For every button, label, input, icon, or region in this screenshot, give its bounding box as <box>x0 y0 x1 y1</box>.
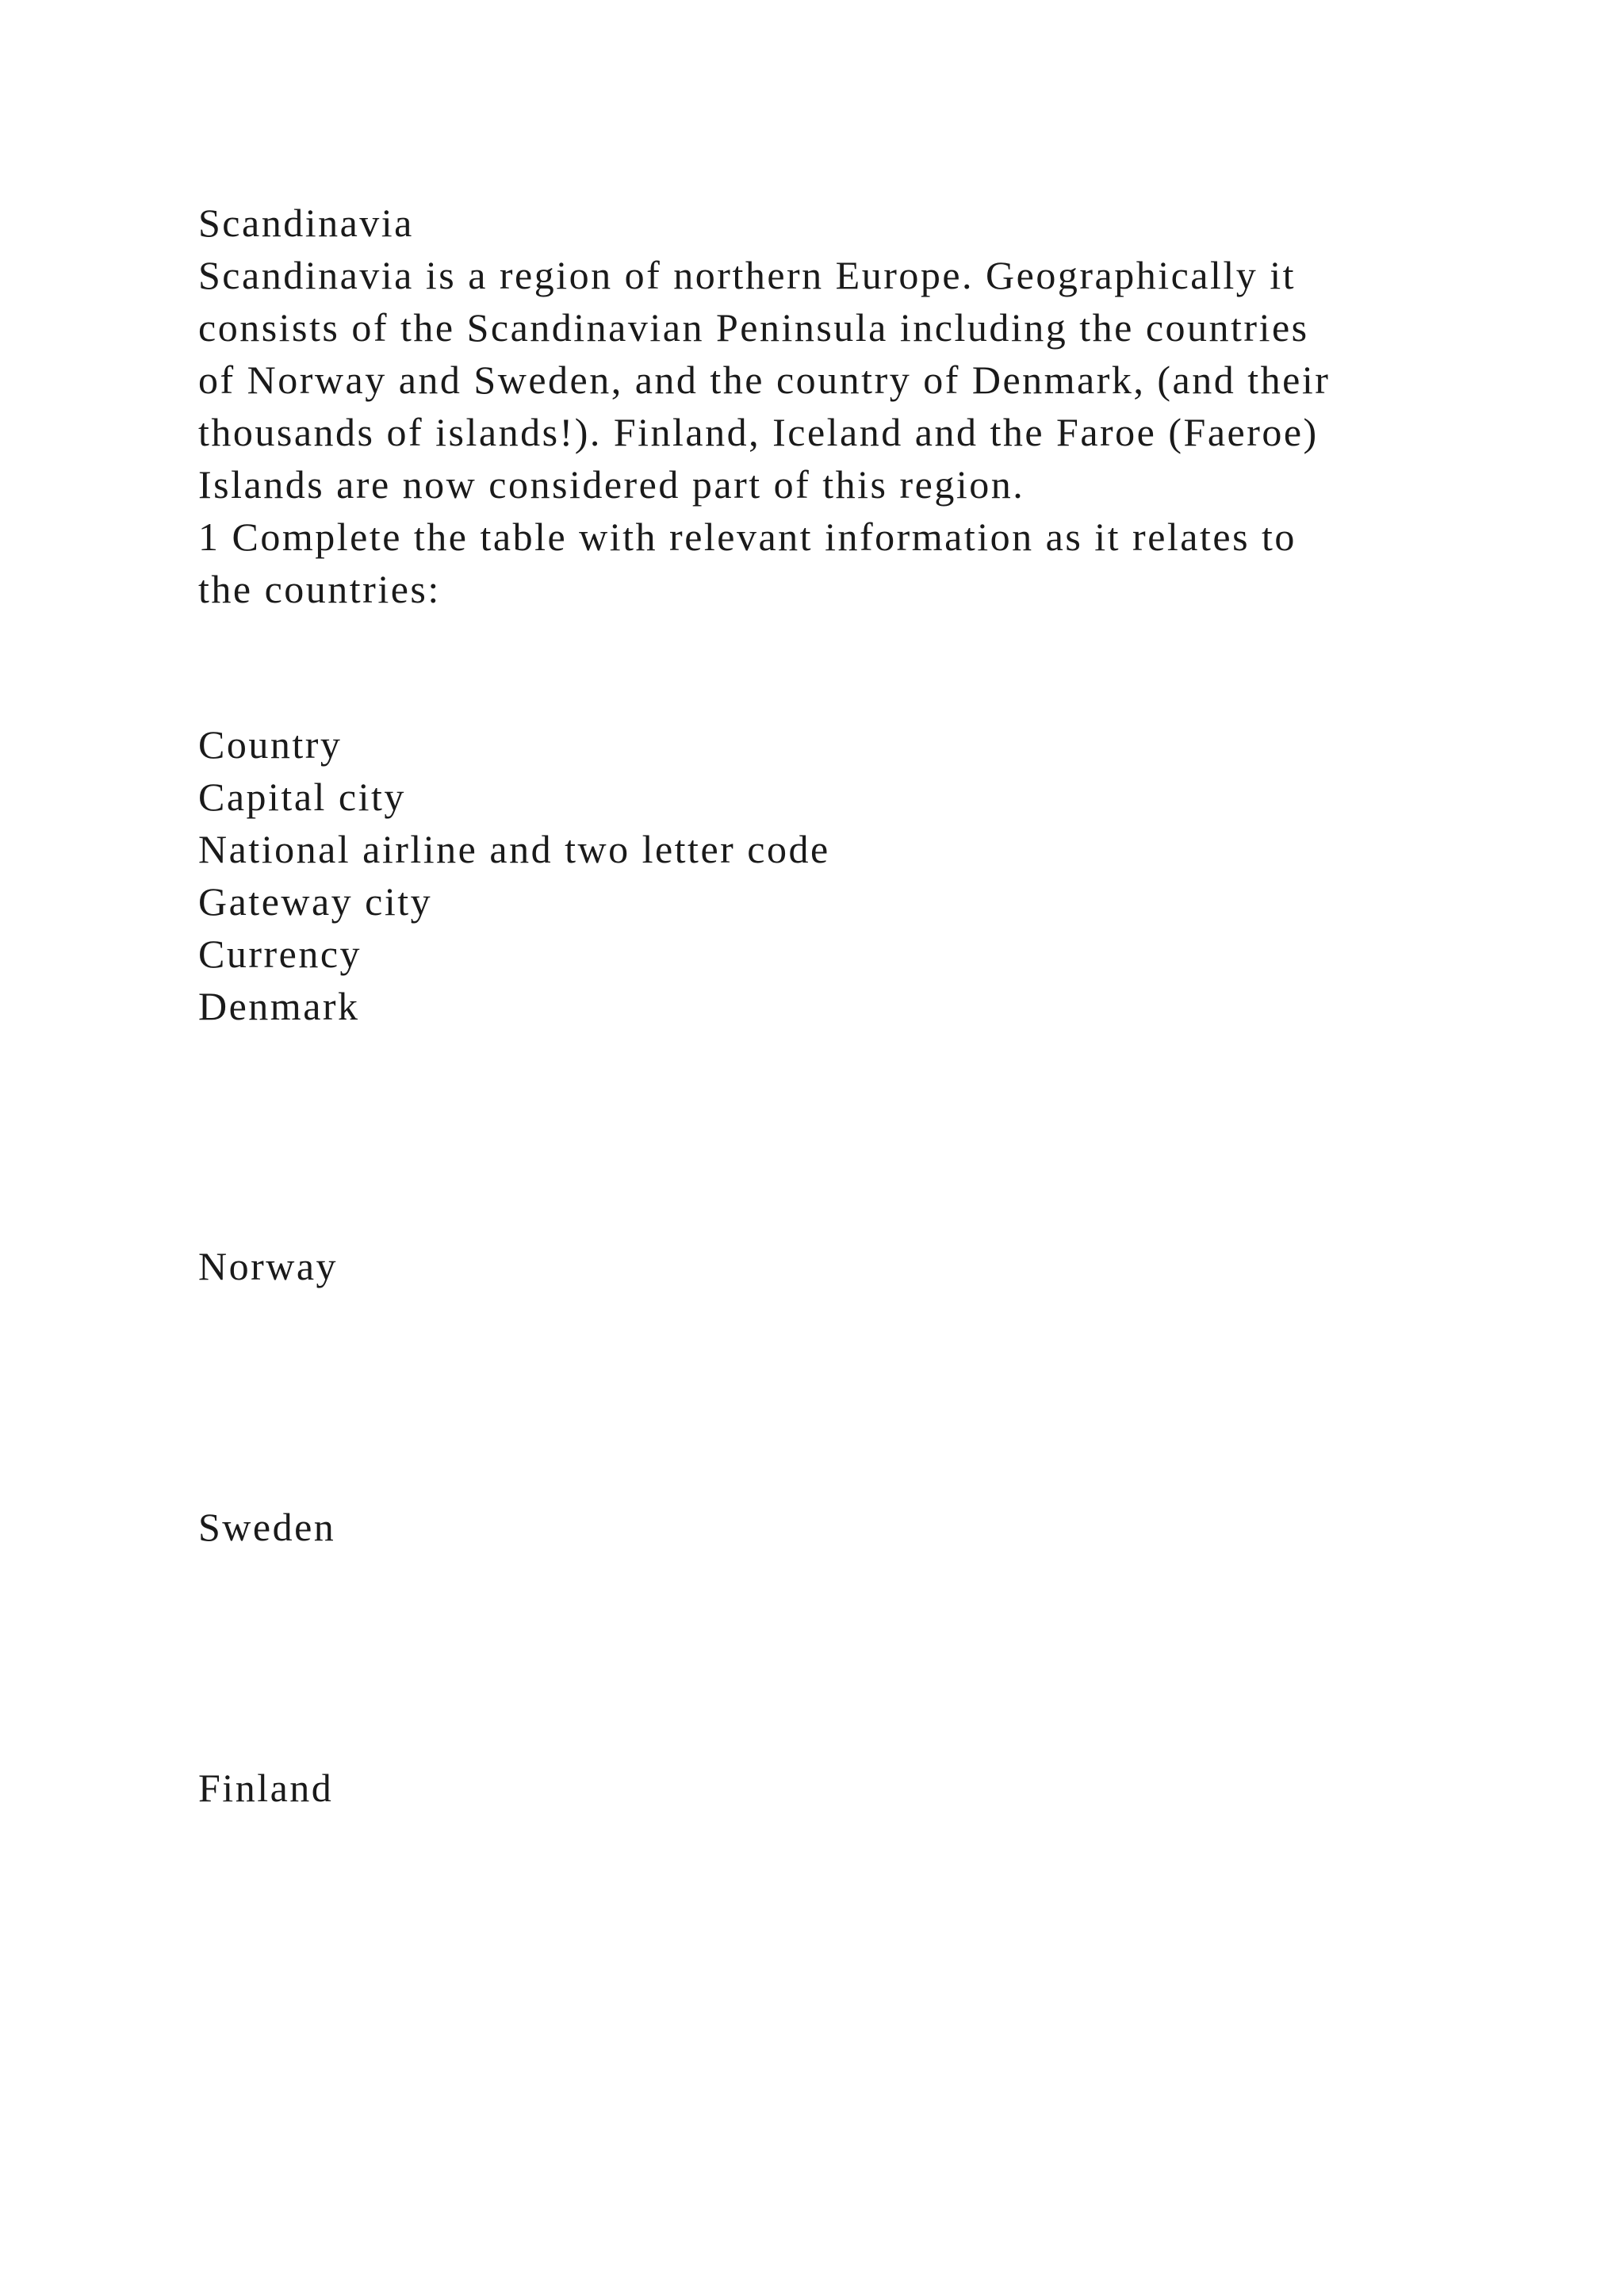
table-header-section <box>198 718 1483 1032</box>
table-row-norway-section <box>198 1240 1483 1292</box>
table-row-finland: Finland <box>198 1766 334 1810</box>
intro-line: Islands are now considered part of this region. <box>198 462 1025 507</box>
document-title: Scandinavia <box>198 201 414 245</box>
table-row-norway: Norway <box>198 1244 339 1288</box>
intro-line: thousands of islands!). Finland, Iceland and the Faroe (Faeroe) <box>198 410 1319 454</box>
table-row-sweden-section <box>198 1501 1483 1553</box>
intro-line: Scandinavia is a region of northern Europe. Geographically it <box>198 253 1297 297</box>
question-line: 1 Complete the table with relevant information as it relates to <box>198 515 1297 559</box>
table-header-capital-city: Capital city <box>198 775 406 819</box>
intro-section <box>198 197 1483 615</box>
table-header-country: Country <box>198 722 343 767</box>
table-header-currency: Currency <box>198 932 362 976</box>
table-header-national-airline: National airline and two letter code <box>198 827 830 871</box>
table-row-sweden: Sweden <box>198 1505 336 1549</box>
question-line: the countries: <box>198 567 441 611</box>
table-header-gateway-city: Gateway city <box>198 879 433 924</box>
table-row-finland-section <box>198 1762 1483 1814</box>
table-row-denmark: Denmark <box>198 984 360 1028</box>
intro-line: of Norway and Sweden, and the country of Denmark, (and their <box>198 358 1331 402</box>
intro-line: consists of the Scandinavian Peninsula including the countries <box>198 305 1309 350</box>
